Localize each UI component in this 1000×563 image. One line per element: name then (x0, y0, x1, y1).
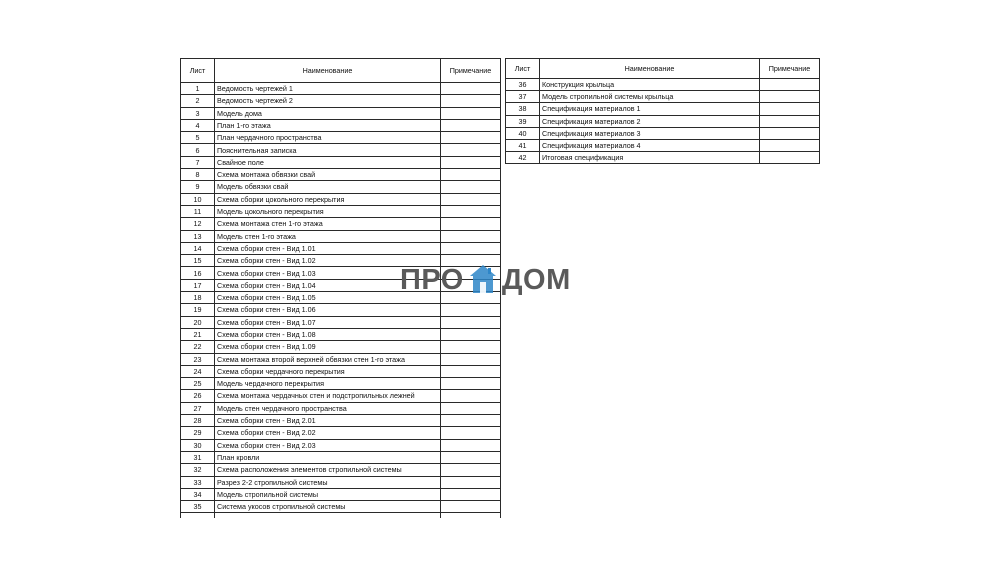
sheet-number: 2 (181, 95, 215, 107)
sheet-name: Модель дома (215, 107, 441, 119)
sheet-note (441, 341, 501, 353)
sheet-name: Схема сборки стен - Вид 1.08 (215, 328, 441, 340)
sheet-note (441, 193, 501, 205)
sheet-name: Схема сборки стен - Вид 1.04 (215, 279, 441, 291)
sheet-note (441, 181, 501, 193)
table-row (181, 427, 501, 439)
table-row (181, 476, 501, 488)
table-row (506, 103, 820, 115)
table-row (181, 415, 501, 427)
empty-cell (181, 513, 215, 519)
sheet-name: Спецификация материалов 3 (540, 127, 760, 139)
table-row (181, 230, 501, 242)
table-row (506, 79, 820, 91)
sheet-name: Ведомость чертежей 2 (215, 95, 441, 107)
sheet-number: 14 (181, 242, 215, 254)
table-row (181, 501, 501, 513)
table-row (181, 402, 501, 414)
header-sheet: Лист (506, 59, 540, 79)
sheet-name: Схема сборки стен - Вид 1.05 (215, 292, 441, 304)
header-note: Примечание (760, 59, 820, 79)
sheet-name: Схема монтажа обвязки свай (215, 169, 441, 181)
sheet-note (760, 79, 820, 91)
sheet-number: 26 (181, 390, 215, 402)
table-row (181, 193, 501, 205)
sheet-note (760, 103, 820, 115)
sheet-note (441, 328, 501, 340)
sheet-number: 10 (181, 193, 215, 205)
sheet-note (441, 107, 501, 119)
sheet-name: Спецификация материалов 2 (540, 115, 760, 127)
sheet-number: 28 (181, 415, 215, 427)
sheet-number: 15 (181, 255, 215, 267)
sheet-note (441, 365, 501, 377)
sheet-note (441, 427, 501, 439)
sheet-name: План чердачного пространства (215, 132, 441, 144)
sheet-number: 7 (181, 156, 215, 168)
table-row (181, 169, 501, 181)
pro-dom-logo (400, 262, 571, 298)
sheet-number: 38 (506, 103, 540, 115)
sheet-name: Схема сборки стен - Вид 2.02 (215, 427, 441, 439)
sheet-name: Схема сборки стен - Вид 1.07 (215, 316, 441, 328)
sheet-name: План 1-го этажа (215, 119, 441, 131)
sheet-number: 13 (181, 230, 215, 242)
sheet-name: Пояснительная записка (215, 144, 441, 156)
table-row (181, 439, 501, 451)
sheet-note (760, 139, 820, 151)
sheet-name: Схема монтажа второй верхней обвязки стен 1-го этажа (215, 353, 441, 365)
sheet-name: Модель стропильной системы крыльца (540, 91, 760, 103)
sheet-note (441, 476, 501, 488)
sheet-number: 42 (506, 152, 540, 164)
sheet-name: Модель цокольного перекрытия (215, 205, 441, 217)
sheet-number: 9 (181, 181, 215, 193)
sheet-number: 8 (181, 169, 215, 181)
header-name: Наименование (540, 59, 760, 79)
sheet-note (441, 402, 501, 414)
sheet-name: Модель стропильной системы (215, 488, 441, 500)
sheet-number: 31 (181, 451, 215, 463)
sheet-note (441, 415, 501, 427)
sheet-note (441, 242, 501, 254)
table-row (181, 464, 501, 476)
sheet-name: Схема сборки стен - Вид 1.06 (215, 304, 441, 316)
sheet-note (441, 304, 501, 316)
sheet-name: Модель обвязки свай (215, 181, 441, 193)
sheet-note (441, 83, 501, 95)
sheet-note (441, 464, 501, 476)
logo-text-right: ДОМ (501, 263, 571, 296)
sheet-note (441, 119, 501, 131)
sheet-note (441, 488, 501, 500)
sheet-number: 35 (181, 501, 215, 513)
table-row (181, 205, 501, 217)
sheet-number: 36 (506, 79, 540, 91)
sheet-name: Конструкция крыльца (540, 79, 760, 91)
sheet-name: Схема сборки стен - Вид 1.02 (215, 255, 441, 267)
sheet-number: 34 (181, 488, 215, 500)
table-header-row (181, 59, 501, 83)
sheet-number: 37 (506, 91, 540, 103)
sheet-name: Разрез 2-2 стропильной системы (215, 476, 441, 488)
table-row (181, 107, 501, 119)
sheet-note (441, 353, 501, 365)
sheet-note (441, 390, 501, 402)
sheet-name: Модель чердачного перекрытия (215, 378, 441, 390)
sheet-name: Свайное поле (215, 156, 441, 168)
table-row (181, 218, 501, 230)
table-row (181, 156, 501, 168)
table-row (181, 353, 501, 365)
sheet-note (441, 316, 501, 328)
sheet-name: Ведомость чертежей 1 (215, 83, 441, 95)
sheet-name: Схема монтажа чердачных стен и подстропильных лежней (215, 390, 441, 402)
sheet-note (441, 501, 501, 513)
sheet-number: 1 (181, 83, 215, 95)
sheet-number: 11 (181, 205, 215, 217)
sheet-note (760, 127, 820, 139)
header-note: Примечание (441, 59, 501, 83)
sheet-name: Схема сборки стен - Вид 2.03 (215, 439, 441, 451)
header-name: Наименование (215, 59, 441, 83)
sheet-name: Система укосов стропильной системы (215, 501, 441, 513)
table-row (506, 115, 820, 127)
sheet-number: 33 (181, 476, 215, 488)
sheet-note (441, 218, 501, 230)
table-row (181, 132, 501, 144)
empty-cell (441, 513, 501, 519)
table-row (181, 316, 501, 328)
sheet-number: 30 (181, 439, 215, 451)
sheet-number: 40 (506, 127, 540, 139)
table-header-row (506, 59, 820, 79)
sheet-name: Модель стен 1-го этажа (215, 230, 441, 242)
table-row (181, 328, 501, 340)
sheet-number: 20 (181, 316, 215, 328)
sheet-number: 17 (181, 279, 215, 291)
sheet-number: 41 (506, 139, 540, 151)
sheet-note (441, 95, 501, 107)
table-row (181, 95, 501, 107)
table-row (506, 91, 820, 103)
sheet-note (441, 169, 501, 181)
sheet-note (760, 115, 820, 127)
table-row (181, 304, 501, 316)
sheet-note (760, 152, 820, 164)
sheet-number: 24 (181, 365, 215, 377)
sheet-number: 39 (506, 115, 540, 127)
table-row (506, 127, 820, 139)
sheet-note (441, 144, 501, 156)
table-row (181, 119, 501, 131)
sheet-name: План кровли (215, 451, 441, 463)
table-row (181, 488, 501, 500)
sheet-note (760, 91, 820, 103)
sheet-number: 22 (181, 341, 215, 353)
sheet-number: 29 (181, 427, 215, 439)
table-row (181, 365, 501, 377)
sheet-note (441, 378, 501, 390)
header-sheet: Лист (181, 59, 215, 83)
sheet-number: 6 (181, 144, 215, 156)
sheet-number: 21 (181, 328, 215, 340)
sheet-name: Спецификация материалов 4 (540, 139, 760, 151)
table-row-cut-off (181, 513, 501, 519)
sheet-note (441, 439, 501, 451)
logo-text-left: ПРО (400, 263, 464, 296)
sheet-number: 25 (181, 378, 215, 390)
sheet-number: 3 (181, 107, 215, 119)
table-row (181, 242, 501, 254)
table-row (181, 83, 501, 95)
sheet-note (441, 132, 501, 144)
sheet-note (441, 156, 501, 168)
sheet-number: 5 (181, 132, 215, 144)
sheet-number: 16 (181, 267, 215, 279)
table-row (181, 144, 501, 156)
sheet-name: Схема сборки стен - Вид 1.01 (215, 242, 441, 254)
sheet-number: 19 (181, 304, 215, 316)
table-row (506, 139, 820, 151)
empty-cell (215, 513, 441, 519)
table-row (181, 378, 501, 390)
sheet-number: 27 (181, 402, 215, 414)
sheet-note (441, 230, 501, 242)
sheet-number: 4 (181, 119, 215, 131)
sheet-note (441, 205, 501, 217)
table-row (181, 451, 501, 463)
sheet-name: Схема сборки стен - Вид 1.03 (215, 267, 441, 279)
sheet-number: 23 (181, 353, 215, 365)
sheet-name: Схема расположения элементов стропильной системы (215, 464, 441, 476)
sheet-name: Схема сборки стен - Вид 1.09 (215, 341, 441, 353)
sheet-note (441, 451, 501, 463)
table-row (181, 390, 501, 402)
table-row (181, 341, 501, 353)
sheet-name: Схема монтажа стен 1-го этажа (215, 218, 441, 230)
sheet-name: Схема сборки стен - Вид 2.01 (215, 415, 441, 427)
sheet-name: Схема сборки чердачного перекрытия (215, 365, 441, 377)
table-row (506, 152, 820, 164)
sheet-name: Модель стен чердачного пространства (215, 402, 441, 414)
sheet-name: Спецификация материалов 1 (540, 103, 760, 115)
sheet-number: 32 (181, 464, 215, 476)
house-icon (468, 263, 498, 297)
drawings-list-table-right (505, 58, 820, 164)
sheet-name: Схема сборки цокольного перекрытия (215, 193, 441, 205)
sheet-name: Итоговая спецификация (540, 152, 760, 164)
table-row (181, 181, 501, 193)
sheet-number: 18 (181, 292, 215, 304)
sheet-number: 12 (181, 218, 215, 230)
